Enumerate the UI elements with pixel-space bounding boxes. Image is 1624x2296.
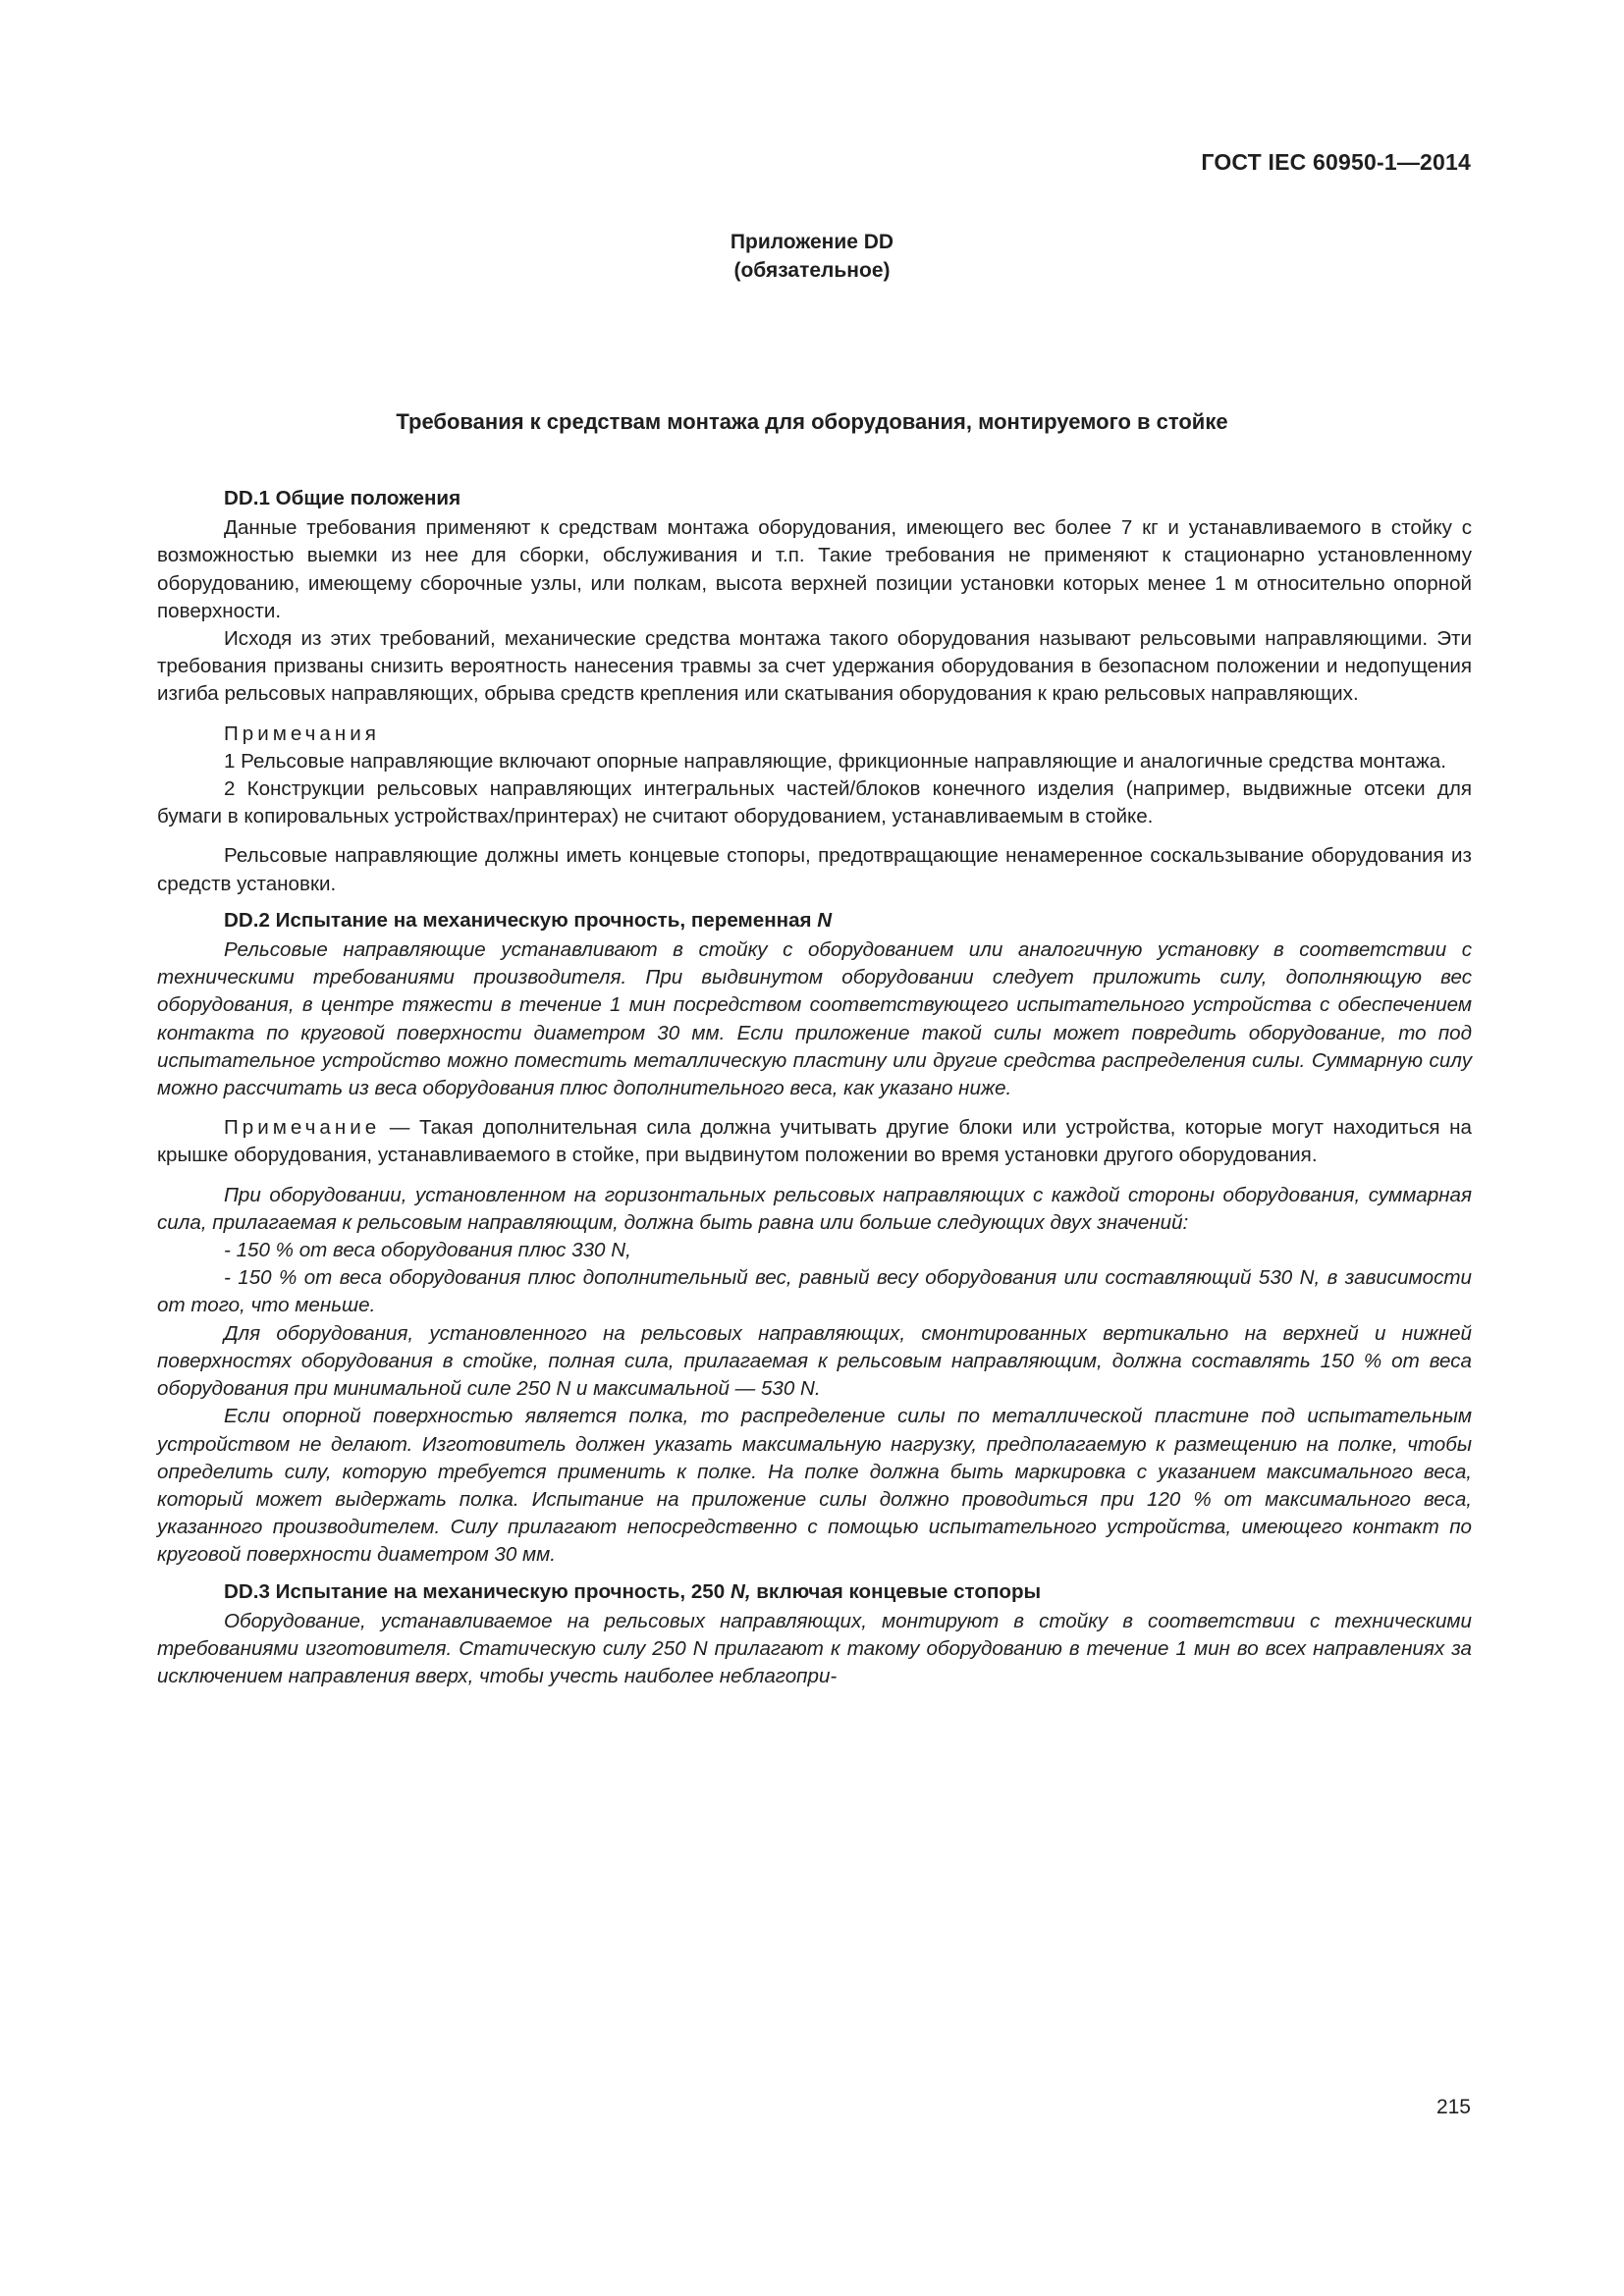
paragraph: Данные требования применяют к средствам монтажа оборудования, имеющего вес более 7 кг и устанавливаемого в стойку с возможностью выемки из нее для сборки, обслуживания и т.п. Такие требования не применяют к стационарно установленному оборудованию, имеющему сборочные узлы, или полкам, высота верхней позиции установки которых менее 1 м относительно опорной поверхности.: [157, 516, 1472, 622]
note-item: 1 Рельсовые направляющие включают опорные направляющие, фрикционные направляющие и аналогичные средства монтажа.: [224, 749, 1446, 773]
note-text: Такая дополнительная сила должна учитывать другие блоки или устройства, которые могут находиться на крышке оборудования, устанавливаемого в стойке, при выдвинутом положении во время установки другого оборудования.: [157, 1116, 1472, 1167]
note-paragraph: [157, 1114, 1472, 1169]
heading-text: включая концевые стопоры: [750, 1579, 1042, 1603]
paragraph: При оборудовании, установленном на горизонтальных рельсовых направляющих с каждой стороны оборудования, суммарная сила, прилагаемая к рельсовым направляющим, должна быть равна или больше следующих двух значений:: [157, 1183, 1472, 1234]
paragraph: Рельсовые направляющие устанавливают в стойку с оборудованием или аналогичную установку в соответствии с техническими требованиями производителя. При выдвинутом оборудовании следует приложить силу, дополняющую вес оборудования, в центре тяжести в течение 1 мин посредством соответствующего испытательного устройства с обеспечением контакта по круговой поверхности диаметром 30 мм. Если приложение такой силы может повредить оборудование, то под испытательное устройство можно поместить металлическую пластину или другие средства распределения силы. Суммарную силу можно рассчитать из веса оборудования плюс дополнительного веса, как указано ниже.: [157, 938, 1472, 1100]
document-code: ГОСТ IEC 60950-1—2014: [1201, 149, 1471, 175]
annex-title: Приложение DD: [730, 231, 894, 253]
note-dash: —: [380, 1116, 419, 1140]
paragraph: Исходя из этих требований, механические средства монтажа такого оборудования называют рельсовыми направляющими. Эти требования призваны снизить вероятность нанесения травмы за счет удержания оборудования в безопасном положении и недопущения изгиба рельсовых направляющих, обрыва средств крепления или скатывания оборудования к краю рельсовых направляющих.: [157, 627, 1472, 706]
heading-variable: N: [817, 908, 833, 932]
heading-text: DD.2 Испытание на механическую прочность, переменная: [224, 908, 818, 932]
heading-text: DD.3 Испытание на механическую прочность, 250: [224, 1579, 731, 1603]
page-number: 215: [1435, 2096, 1471, 2118]
main-title: Требования к средствам монтажа для оборудования, монтируемого в стойке: [396, 409, 1228, 434]
list-item: - 150 % от веса оборудования плюс дополнительный вес, равный весу оборудования или составляющий 530 N, в зависимости от того, что меньше.: [157, 1266, 1472, 1317]
section-heading-dd3: [157, 1578, 1472, 1606]
paragraph: Если опорной поверхностью является полка, то распределение силы по металлической пластине под испытательным устройством не делают. Изготовитель должен указать максимальную нагрузку, предполагаемую к размещению на полке, чтобы определить силу, которую требуется применить к полке. На полке должна быть маркировка с указанием максимального веса, который может выдержать полка. Испытание на приложение силы должно проводиться при 120 % от максимального веса, указанного производителем. Силу прилагают непосредственно с помощью испытательного устройства, имеющего контакт по круговой поверхности диаметром 30 мм.: [157, 1405, 1472, 1567]
section-heading-dd1: DD.1 Общие положения: [224, 487, 461, 509]
notes-label: Примечания: [224, 721, 380, 745]
paragraph: Для оборудования, установленного на рельсовых направляющих, смонтированных вертикально на верхней и нижней поверхностях оборудования в стойке, полная сила, прилагаемая к рельсовым направляющим, должна составлять 150 % от веса оборудования при минимальной силе 250 N и максимальной — 530 N.: [157, 1321, 1472, 1401]
heading-variable: N,: [730, 1579, 751, 1603]
paragraph: Рельсовые направляющие должны иметь концевые стопоры, предотвращающие ненамеренное соскальзывание оборудования из средств установки.: [157, 844, 1472, 895]
annex-heading: [0, 228, 1624, 285]
note-item: 2 Конструкции рельсовых направляющих интегральных частей/блоков конечного изделия (например, выдвижные отсеки для бумаги в копировальных устройствах/принтерах) не считают оборудованием, устанавливаемым в стойке.: [157, 777, 1472, 828]
annex-status: (обязательное): [733, 259, 891, 282]
section-heading-dd2: [157, 907, 1472, 934]
note-label: Примечание: [224, 1116, 381, 1140]
list-item: - 150 % от веса оборудования плюс 330 N,: [224, 1239, 631, 1262]
document-body: [157, 485, 1472, 1690]
paragraph: Оборудование, устанавливаемое на рельсовых направляющих, монтируют в стойку в соответствии с техническими требованиями изготовителя. Статическую силу 250 N прилагают к такому оборудованию в течение 1 мин во всех направлениях за исключением направления вверх, чтобы учесть наиболее неблагопри-: [157, 1609, 1472, 1688]
